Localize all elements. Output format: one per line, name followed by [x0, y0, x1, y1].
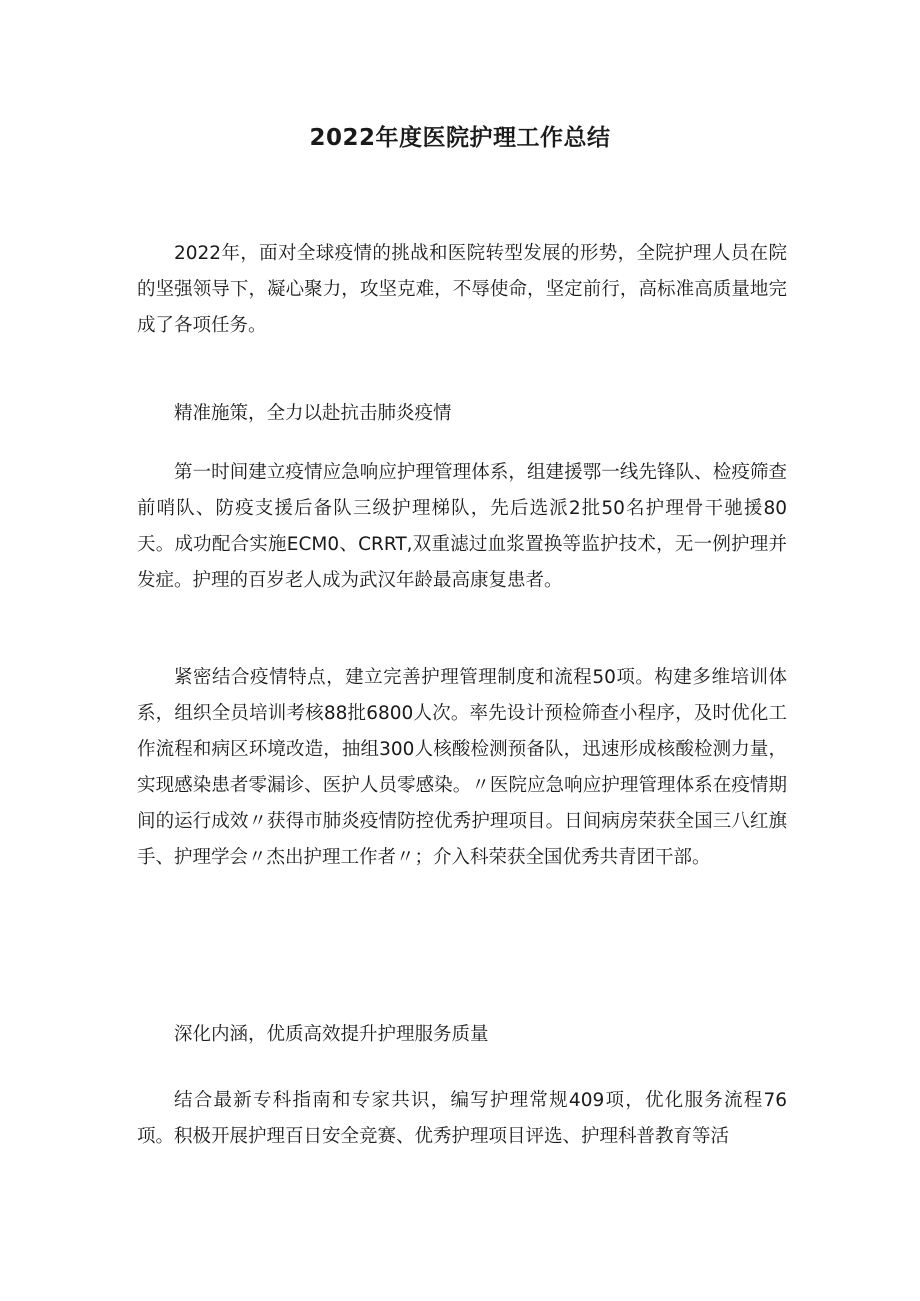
paragraph-text: 第一时间建立疫情应急响应护理管理体系，组建援鄂一线先锋队、检疫筛查前哨队、防疫支援后备队三级护理梯队，先后选派2批50名护理骨干驰援80天。成功配合实施ECM0、CRRT,双重滤过血浆置换等监护技术，无一例护理并发症。护理的百岁老人成为武汉年龄最高康复患者。: [137, 462, 787, 591]
section-heading-text: 精准施策，全力以赴抗击肺炎疫情: [174, 403, 452, 424]
section-heading-epidemic: [137, 396, 787, 432]
paragraph-emergency-response: [137, 455, 787, 599]
paragraph-nursing-routines: [137, 1083, 787, 1155]
paragraph-text: 紧密结合疫情特点，建立完善护理管理制度和流程50项。构建多维培训体系，组织全员培训考核88批6800人次。率先设计预检筛查小程序，及时优化工作流程和病区环境改造，抽组300人核酸检测预备队，迅速形成核酸检测力量，实现感染患者零漏诊、医护人员零感染。〃医院应急响应护理管理体系在疫情期间的运行成效〃获得市肺炎疫情防控优秀护理项目。日间病房荣获全国三八红旗手、护理学会〃杰出护理工作者〃；介入科荣获全国优秀共青团干部。: [137, 667, 787, 868]
section-heading-quality: [137, 1017, 787, 1053]
document-title: 2022年度医院护理工作总结: [309, 125, 611, 151]
paragraph-text: 2022年，面对全球疫情的挑战和医院转型发展的形势，全院护理人员在院的坚强领导下，凝心聚力，攻坚克难，不辱使命，坚定前行，高标准高质量地完成了各项任务。: [137, 243, 787, 336]
paragraph-text: 结合最新专科指南和专家共识，编写护理常规409项，优化服务流程76项。积极开展护理百日安全竞赛、优秀护理项目评选、护理科普教育等活: [137, 1090, 787, 1147]
paragraph-management-system: [137, 660, 787, 876]
paragraph-intro: [137, 236, 787, 344]
section-heading-text: 深化内涵，优质高效提升护理服务质量: [174, 1024, 489, 1045]
